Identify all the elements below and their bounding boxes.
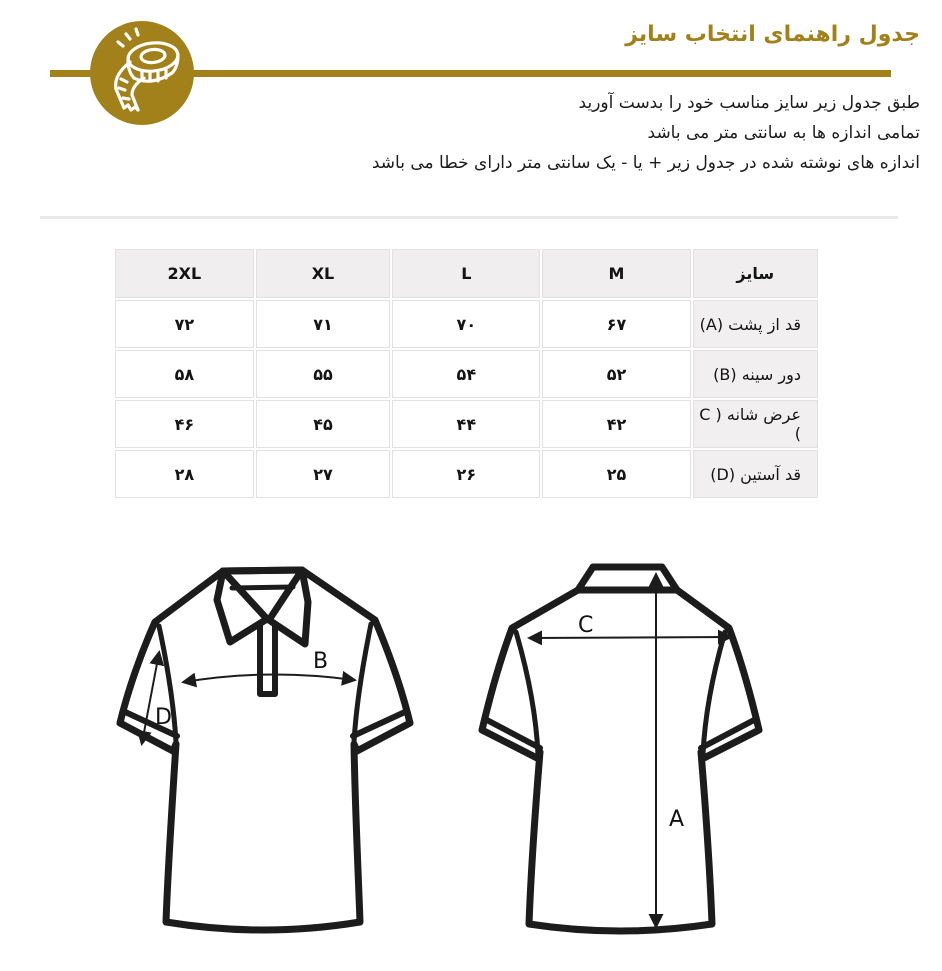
- cell-value: ۵۸: [115, 350, 254, 398]
- col-header-m: M: [542, 249, 690, 298]
- col-header-size: سایز: [693, 249, 818, 298]
- intro-line-1: طبق جدول زیر سایز مناسب خود را بدست آورید: [578, 93, 920, 113]
- row-label-shoulder: عرض شانه ( C ): [693, 400, 818, 448]
- row-label-sleeve: قد آستین (D): [693, 450, 818, 498]
- table-row: [115, 300, 818, 348]
- cell-value: ۴۲: [542, 400, 690, 448]
- row-label-back-length: قد از پشت (A): [693, 300, 818, 348]
- sleeve-measure-label: D: [155, 705, 172, 730]
- shoulder-measure-label: C: [578, 613, 594, 638]
- chest-measure-label: B: [313, 649, 329, 674]
- cell-value: ۴۵: [256, 400, 391, 448]
- cell-value: ۲۷: [256, 450, 391, 498]
- intro-line-2: تمامی اندازه ها به سانتی متر می باشد: [647, 123, 920, 143]
- cell-value: ۴۴: [392, 400, 540, 448]
- table-row: [115, 400, 818, 448]
- cell-value: ۲۸: [115, 450, 254, 498]
- cell-value: ۴۶: [115, 400, 254, 448]
- size-table: [113, 247, 820, 500]
- cell-value: ۷۱: [256, 300, 391, 348]
- intro-line-3: اندازه های نوشته شده در جدول زیر + یا - یک سانتی متر دارای خطا می باشد: [371, 153, 920, 173]
- col-header-xl: XL: [256, 249, 391, 298]
- cell-value: ۷۰: [392, 300, 540, 348]
- col-header-l: L: [392, 249, 540, 298]
- col-header-2xl: 2XL: [115, 249, 254, 298]
- page-title: جدول راهنمای انتخاب سایز: [625, 22, 920, 47]
- polo-back-diagram: [450, 558, 790, 958]
- section-divider: [40, 216, 898, 219]
- cell-value: ۷۲: [115, 300, 254, 348]
- cell-value: ۲۵: [542, 450, 690, 498]
- table-header-row: [115, 249, 818, 298]
- row-label-chest: دور سینه (B): [693, 350, 818, 398]
- length-measure-label: A: [669, 807, 685, 832]
- cell-value: ۵۵: [256, 350, 391, 398]
- intro-text: [372, 88, 920, 178]
- cell-value: ۵۲: [542, 350, 690, 398]
- polo-front-diagram: [108, 558, 442, 958]
- cell-value: ۵۴: [392, 350, 540, 398]
- measuring-tape-icon: [90, 21, 194, 125]
- cell-value: ۲۶: [392, 450, 540, 498]
- cell-value: ۶۷: [542, 300, 690, 348]
- table-row: [115, 450, 818, 498]
- table-row: [115, 350, 818, 398]
